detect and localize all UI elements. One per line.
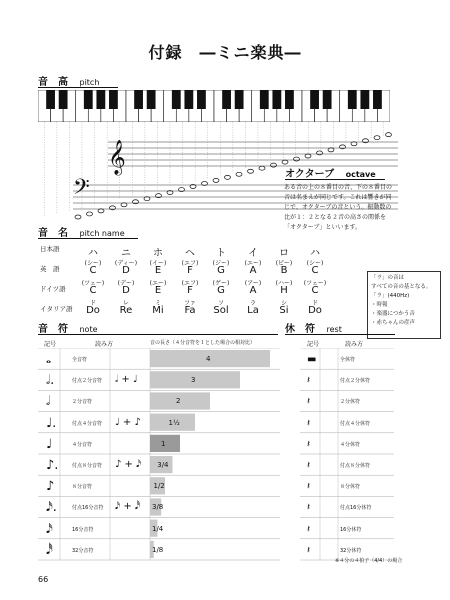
pitch-reading: (アー) xyxy=(244,280,262,287)
pitch-value: Mi xyxy=(152,305,164,316)
pitch-value: ト xyxy=(216,248,226,259)
rest-name: 32分休符 xyxy=(340,547,362,554)
note-combo: 𝅗𝅥 + ♩ xyxy=(115,374,138,386)
black-key xyxy=(348,90,357,109)
black-key xyxy=(360,90,369,109)
pitch-row-label: ドイツ語 xyxy=(40,285,66,293)
pitch-value: イ xyxy=(248,248,258,259)
note-length: 3 xyxy=(191,376,196,385)
note-symbol: ♩. xyxy=(46,415,57,431)
note-name: 16分音符 xyxy=(72,526,94,533)
black-key xyxy=(260,90,269,109)
pitch-value: D xyxy=(122,265,130,276)
note-length: 3/4 xyxy=(157,461,169,469)
pitch-reading: (エー) xyxy=(244,260,262,267)
pitch-value: Fa xyxy=(184,305,196,316)
pitch-value: Do xyxy=(86,305,100,316)
note-head xyxy=(305,154,311,158)
rest-col-symbol: 記号 xyxy=(307,341,320,348)
black-key xyxy=(109,90,118,109)
pitch-reading: レ xyxy=(122,300,129,307)
note-symbol: ♪ xyxy=(46,479,55,495)
note-line: ・時報 xyxy=(371,302,388,308)
note-underline xyxy=(38,334,278,335)
note-head xyxy=(294,157,300,161)
note-head xyxy=(225,175,231,179)
note-name: 付点16分音符 xyxy=(72,505,104,512)
note-length: 1 xyxy=(161,439,166,448)
note-length: 1/2 xyxy=(153,482,165,491)
rest-name: 付点８分休符 xyxy=(340,463,371,469)
pitch-value: A xyxy=(249,285,257,296)
rest-underline xyxy=(285,334,395,335)
note-name: 付点２分音符 xyxy=(72,378,103,385)
note-head xyxy=(121,203,127,207)
note-heading: 音 符 note xyxy=(38,324,98,335)
pitch-reading: (エフ) xyxy=(181,260,199,267)
black-key xyxy=(172,90,181,109)
pitch-value: ニ xyxy=(121,248,131,259)
note-head xyxy=(271,163,277,167)
note-name: ２分音符 xyxy=(72,399,93,406)
pitch-value: F xyxy=(187,285,193,296)
note-name: 32分音符 xyxy=(72,547,94,554)
pitch-value: C xyxy=(89,285,97,296)
black-key xyxy=(235,90,244,109)
pitch-reading: ソ xyxy=(217,300,224,307)
pitch-value: E xyxy=(154,265,162,276)
note-head xyxy=(317,151,323,155)
rest-symbol: ▬ xyxy=(307,354,317,365)
pitch-reading: ラ xyxy=(249,300,256,307)
note-symbol: 𝅘𝅥𝅯 xyxy=(46,521,53,537)
note-head xyxy=(259,166,265,170)
pitch-reading: (ツェー) xyxy=(81,280,105,287)
col-symbol: 記号 xyxy=(44,341,57,348)
note-length: 3/8 xyxy=(152,503,164,512)
rest-symbol: 𝄽 xyxy=(307,417,311,429)
black-key xyxy=(373,90,382,109)
pitch-reading: (ビー) xyxy=(275,260,293,267)
pitch-reading: (シー) xyxy=(84,260,102,267)
pitch-value: C xyxy=(311,285,319,296)
col-reading: 読み方 xyxy=(95,341,114,348)
note-symbol: ♩ xyxy=(46,436,53,452)
rest-symbol: 𝄽 xyxy=(307,460,311,471)
pitch-value: Si xyxy=(279,305,289,316)
pitch-value: ヘ xyxy=(185,248,195,259)
black-key xyxy=(197,90,206,109)
note-head xyxy=(351,142,357,146)
pitch-reading: (デー) xyxy=(117,280,135,287)
rest-symbol: 𝄽 xyxy=(307,375,311,387)
bass-clef-icon: 𝄢 xyxy=(73,175,90,205)
pitch-reading: (エー) xyxy=(149,280,167,287)
note-head xyxy=(236,172,242,176)
note-combo: 𝅘𝅥𝅯 + 𝅘𝅥𝅰 xyxy=(115,501,141,513)
pitch-value: A xyxy=(249,265,257,276)
note-length: 1½ xyxy=(168,418,180,427)
black-key xyxy=(134,90,143,109)
note-length: 1/4 xyxy=(152,524,164,533)
note-head xyxy=(87,212,93,216)
pitch-value: D xyxy=(122,285,130,296)
pitch-reading: ミ xyxy=(154,300,161,307)
rest-name: ２分休符 xyxy=(340,399,361,406)
pitch-reading: (ジー) xyxy=(212,260,230,267)
pitch-value: ハ xyxy=(310,248,320,259)
rest-name: ８分休符 xyxy=(340,484,361,491)
note-symbol: 𝅗𝅥 xyxy=(46,394,51,410)
pitch-value: F xyxy=(187,265,193,276)
note-line: すべての音の基となる。 xyxy=(371,284,432,290)
pitch-reading: (イー) xyxy=(149,260,167,267)
octave-description: ある音の上の８番目の音、下の８番目の音は名まえが同じです。これは響きが同じで、オクターブの音という。振動数の比が１：２となる２音の高さの関係を「オクターブ」といいます。 xyxy=(284,184,393,231)
pitch-reading: シ xyxy=(280,300,287,307)
footnote: ※４分の４拍子（4/4）の場合 xyxy=(335,558,403,564)
pitch-row-label: イタリア語 xyxy=(40,305,73,313)
rest-name: 16分休符 xyxy=(340,526,362,533)
note-symbol: 𝅘𝅥𝅯. xyxy=(46,500,57,516)
note-head xyxy=(282,160,288,164)
pitch-reading: (ゲー) xyxy=(212,280,230,287)
note-name: ４分音符 xyxy=(72,441,93,448)
note-name: 付点８分音符 xyxy=(72,463,103,469)
col-length: 音の長さ（４分音符を１とした場合の相対比） xyxy=(150,340,256,346)
black-key xyxy=(285,90,294,109)
pitch-value: E xyxy=(154,285,162,296)
pitch-row-label: 日本語 xyxy=(40,245,60,253)
pitch-value: ホ xyxy=(153,248,163,259)
pitch-reading: (ディー) xyxy=(114,260,138,267)
pitch-value: Do xyxy=(308,305,322,316)
pitch-name-underline xyxy=(38,238,138,239)
note-symbol: 𝅗𝅥. xyxy=(46,373,55,389)
black-key xyxy=(323,90,332,109)
pitch-reading: ド xyxy=(89,300,96,307)
rest-symbol: 𝄽 xyxy=(307,544,311,556)
pitch-value: C xyxy=(89,265,97,276)
pitch-value: Re xyxy=(119,305,133,316)
note-head xyxy=(328,148,334,152)
rest-symbol: 𝄽 xyxy=(307,523,311,535)
pitch-reading: (ハー) xyxy=(275,280,293,287)
black-key xyxy=(310,90,319,109)
pitch-value: B xyxy=(280,265,288,276)
octave-underline xyxy=(285,179,385,180)
note-head xyxy=(144,197,150,201)
pitch-underline xyxy=(38,87,118,88)
pitch-value: C xyxy=(311,265,319,276)
pitch-row-label: 英 語 xyxy=(40,265,60,273)
rest-symbol: 𝄽 xyxy=(307,438,311,450)
note-head xyxy=(213,178,219,182)
pitch-name-heading: 音 名 pitch name xyxy=(38,228,125,239)
treble-clef-icon: 𝄞 xyxy=(108,140,126,175)
rest-symbol: 𝄽 xyxy=(307,502,311,514)
pitch-reading: (エフ) xyxy=(181,280,199,287)
note-combo: ♩ + ♪ xyxy=(115,416,141,428)
note-combo: ♪ + 𝅘𝅥𝅯 xyxy=(115,459,142,470)
rest-name: 付点２分休符 xyxy=(340,378,371,385)
note-symbol: ♪. xyxy=(46,458,59,473)
note-head xyxy=(75,215,81,219)
note-length: 4 xyxy=(206,355,211,363)
pitch-value: ロ xyxy=(279,248,289,259)
black-key xyxy=(184,90,193,109)
pitch-reading: (シー) xyxy=(306,260,324,267)
black-key xyxy=(147,90,156,109)
rest-name: ４分休符 xyxy=(340,441,361,448)
pitch-reading: (ツェー) xyxy=(303,280,327,287)
rest-heading: 休 符 rest xyxy=(285,324,342,335)
note-name: 全音符 xyxy=(72,357,88,363)
note-head xyxy=(386,133,392,137)
note-symbol: 𝅝 xyxy=(46,352,52,367)
rest-name: 付点４分休符 xyxy=(340,420,371,427)
pitch-reading: ド xyxy=(311,300,318,307)
rest-symbol: 𝄽 xyxy=(307,396,311,408)
note-head xyxy=(374,136,380,140)
black-key xyxy=(222,90,231,109)
pitch-value: ハ xyxy=(88,248,98,259)
pitch-heading: 音 高 pitch xyxy=(38,77,100,88)
octave-heading: オクターブ octave xyxy=(285,169,376,180)
note-line: 「ラ」の音は xyxy=(371,275,405,281)
note-name: ８分音符 xyxy=(72,484,93,491)
rest-name: 全休符 xyxy=(340,357,356,363)
note-name: 付点４分音符 xyxy=(72,420,103,427)
page-number: 66 xyxy=(38,575,49,584)
black-key xyxy=(96,90,105,109)
pitch-reading: ファ xyxy=(184,300,196,307)
black-key xyxy=(272,90,281,109)
pitch-value: G xyxy=(217,285,225,296)
black-key xyxy=(84,90,93,109)
pitch-value: H xyxy=(280,285,288,296)
note-length: 2 xyxy=(176,397,181,406)
note-line: ・楽器につかう音 xyxy=(371,311,415,317)
note-symbol: 𝅘𝅥𝅰 xyxy=(46,542,53,558)
note-line: 「ラ」(440Hz) xyxy=(371,293,410,299)
pitch-value: La xyxy=(247,305,259,316)
pitch-value: G xyxy=(217,265,225,276)
note-line: ・赤ちゃんの産声 xyxy=(371,320,416,326)
pitch-value: Sol xyxy=(213,305,229,316)
black-key xyxy=(59,90,68,109)
rest-symbol: 𝄽 xyxy=(307,481,311,493)
la-note-box xyxy=(367,271,441,339)
page-title: 付録 ―ミニ楽典― xyxy=(148,43,302,62)
note-head xyxy=(248,169,254,173)
rest-col-reading: 読み方 xyxy=(345,341,364,348)
rest-name: 付点16分休符 xyxy=(340,505,372,512)
black-key xyxy=(46,90,55,109)
note-length: 1/8 xyxy=(152,545,164,554)
note-head xyxy=(98,209,104,213)
piano-keyboard xyxy=(38,90,390,122)
